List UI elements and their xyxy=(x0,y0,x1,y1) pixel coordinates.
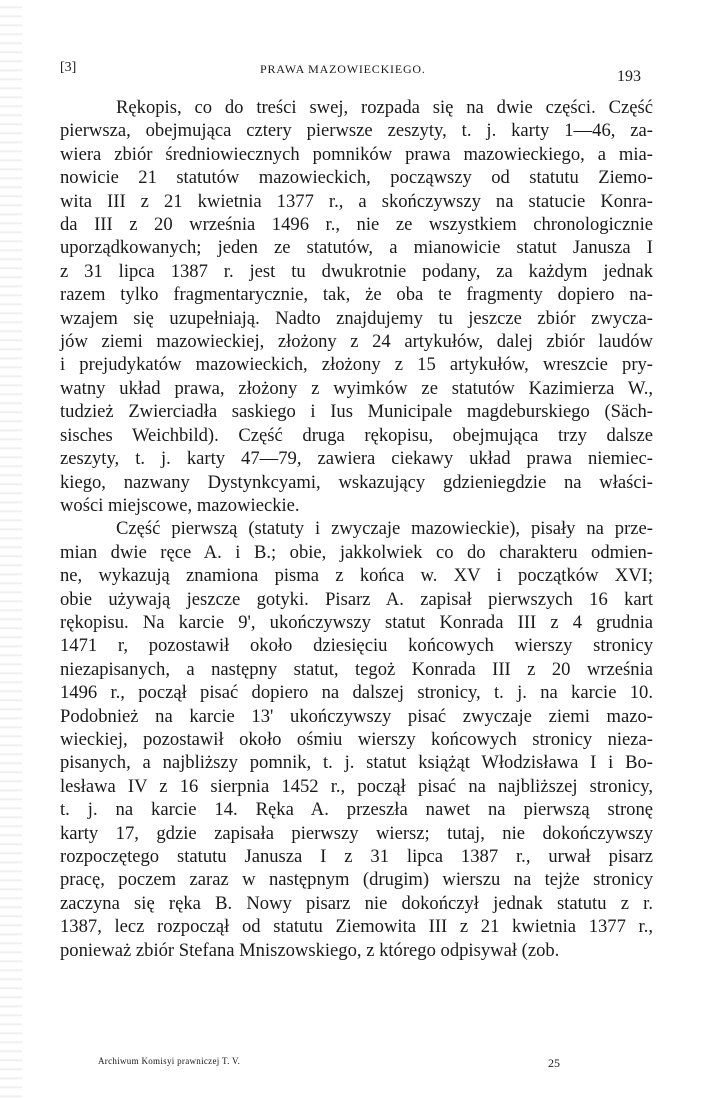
text-line: kiego, nazwany Dystynkcyami, wskazujący gdzieniegdzie na właści- xyxy=(60,471,653,493)
scan-page-edge xyxy=(0,0,22,1098)
text-line: mian dwie ręce A. i B.; obie, jakkolwiek co do charakteru odmien- xyxy=(60,541,653,563)
body-text xyxy=(60,96,653,962)
text-line: 1387, lecz rozpoczął od statutu Ziemowita III z 21 kwietnia 1377 r., xyxy=(60,916,653,938)
text-line: rękopisu. Na karcie 9', ukończywszy statut Konrada III z 4 grudnia xyxy=(60,611,653,633)
page-number: 193 xyxy=(617,68,641,85)
text-line: da III z 20 września 1496 r., nie ze wszystkiem chronologicznie xyxy=(60,214,653,236)
paragraph-2 xyxy=(60,517,653,962)
text-line: uporządkowanych; jeden ze statutów, a mianowicie statut Janusza I xyxy=(60,237,653,259)
text-line: karty 17, gdzie zapisała pierwszy wiersz; tutaj, nie dokończywszy xyxy=(60,822,653,844)
sheet-number: 25 xyxy=(548,1056,560,1070)
text-line: lesława IV z 16 sierpnia 1452 r., począł pisać na najbliższej stronicy, xyxy=(60,775,653,797)
text-line: tudzież Zwierciadła saskiego i Ius Municipale magdeburskiego (Säch- xyxy=(60,401,653,423)
section-marker: [3] xyxy=(60,60,77,75)
text-line: Podobnież na karcie 13' ukończywszy pisać zwyczaje ziemi mazo- xyxy=(60,705,653,727)
text-line: sisches Weichbild). Część druga rękopisu, obejmująca trzy dalsze xyxy=(60,424,653,446)
text-line: jów ziemi mazowieckiej, złożony z 24 artykułów, dalej zbiór laudów xyxy=(60,331,653,353)
text-line: t. j. na karcie 14. Ręka A. przeszła nawet na pierwszą stronę xyxy=(60,799,653,821)
text-line: niezapisanych, a następny statut, tegoż Konrada III z 20 września xyxy=(60,658,653,680)
text-line: nowicie 21 statutów mazowieckich, począwszy od statutu Ziemo- xyxy=(60,167,653,189)
text-line: i prejudykatów mazowieckich, złożony z 15 artykułów, wreszcie pry- xyxy=(60,354,653,376)
text-line: 1496 r., począł pisać dopiero na dalszej stronicy, t. j. na karcie 10. xyxy=(60,682,653,704)
text-line: zeszyty, t. j. karty 47—79, zawiera ciekawy układ prawa niemiec- xyxy=(60,448,653,470)
text-line: ne, wykazują znamiona pisma z końca w. XV i początków XVI; xyxy=(60,565,653,587)
text-line: zaczyna się ręka B. Nowy pisarz nie dokończył jednak statutu z r. xyxy=(60,892,653,914)
text-line: pisanych, a najbliższy pomnik, t. j. statut książąt Włodzisława I i Bo- xyxy=(60,752,653,774)
text-line: wzajem się uzupełniają. Nadto znajdujemy tu jeszcze zbiór zwycza- xyxy=(60,307,653,329)
text-line: wieckiej, pozostawił około ośmiu wierszy końcowych stronicy nieza- xyxy=(60,728,653,750)
running-title: PRAWA MAZOWIECKIEGO. xyxy=(260,62,426,76)
text-line: watny układ prawa, złożony z wyimków ze statutów Kazimierza W., xyxy=(60,377,653,399)
text-line: 1471 r, pozostawił około dziesięciu końcowych wierszy stronicy xyxy=(60,635,653,657)
text-line: ponieważ zbiór Stefana Mniszowskiego, z którego odpisywał (zob. xyxy=(60,939,560,961)
running-header xyxy=(60,60,720,90)
text-line: pierwsza, obejmująca cztery pierwsze zeszyty, t. j. karty 1—46, za- xyxy=(60,120,653,142)
text-line: z 31 lipca 1387 r. jest tu dwukrotnie podany, za każdym jednak xyxy=(60,260,653,282)
text-line: Część pierwszą (statuty i zwyczaje mazowieckie), pisały na prze- xyxy=(116,518,653,540)
text-line: wiera zbiór średniowiecznych pomników prawa mazowieckiego, a mia- xyxy=(60,143,653,165)
paragraph-1 xyxy=(60,96,653,517)
text-line: pracę, poczem zaraz w następnym (drugim) wierszu na tejże stronicy xyxy=(60,869,653,891)
signature-line: Archiwum Komisyi prawniczej T. V. xyxy=(98,1056,241,1066)
text-line: wita III z 21 kwietnia 1377 r., a skończywszy na statucie Konra- xyxy=(60,190,653,212)
text-line: razem tylko fragmentarycznie, tak, że oba te fragmenty dopiero na- xyxy=(60,284,653,306)
text-line: wości miejscowe, mazowieckie. xyxy=(60,494,300,516)
text-line: Rękopis, co do treści swej, rozpada się na dwie części. Część xyxy=(116,97,653,118)
text-line: obie używają jeszcze gotyki. Pisarz A. zapisał pierwszych 16 kart xyxy=(60,588,653,610)
text-line: rozpoczętego statutu Janusza I z 31 lipca 1387 r., urwał pisarz xyxy=(60,846,653,867)
page-footer xyxy=(60,1054,653,1074)
